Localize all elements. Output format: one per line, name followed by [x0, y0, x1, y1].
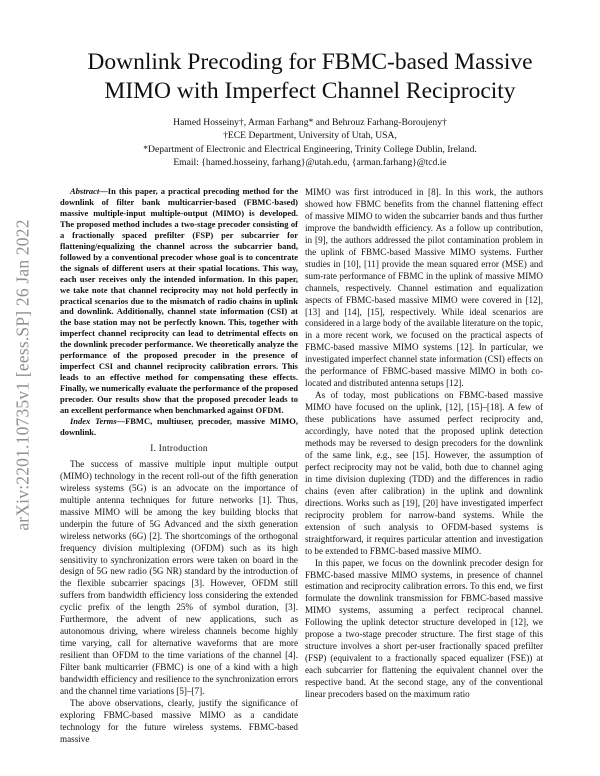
index-terms-lead: Index Terms— [70, 416, 126, 427]
abstract-text: In this paper, a practical precoding method for the downlink of filter bank multicarrier-based (FBMC-based) massive multiple-input multiple-output (MIMO) is developed. The proposed method includes a two-stage precoder consisting of a fractionally spaced prefilter (FSP) per subcarrier for flattening/equalizing the channel across the subcarrier band, followed by a conventional precoder whose goal is to concentrate the signals of different users at their spatial locations. This way, each user receives only the intended information. In this paper, we take note that channel reciprocity may not hold perfectly in practical scenarios due to the mismatch of radio chains in uplink and downlink. Additionally, channel state information (CSI) at the base station may not be perfectly known. This, together with imperfect channel reciprocity can lead to detrimental effects on the downlink precoder performance. We theoretically analyze the performance of the proposed precoder in the presence of imperfect CSI and channel reciprocity calibration errors. This leads to an effective method for compensating these effects. Finally, we numerically evaluate the performance of the proposed precoder. Our results show that the proposed precoder leads to an excellent performance when benchmarked against OFDM. [60, 186, 298, 416]
abstract [60, 186, 298, 416]
paper-title: Downlink Precoding for FBMC-based Massive MIMO with Imperfect Channel Reciprocity [87, 49, 533, 104]
intro-paragraph-4: As of today, most publications on FBMC-based massive MIMO have focused on the uplink, [12], [15]–[18]. A few of these publications have assumed perfect reciprocity and, accordingly, have noted that the proposed uplink detection methods may be reversed to design precoders for the downlink of the same link, e.g., see [15]. However, the assumption of perfect reciprocity may not be valid, both due to channel aging in time division duplexing (TDD) and the differences in radio chains (even after calibration) in the uplink and downlink directions. Works such as [19], [20] have investigated imperfect reciprocity problem for narrow-band systems. While the extension of such analysis to OFDM-based systems is straightforward, it requires particular attention and investigation to be extended to FBMC-based massive MIMO. [305, 390, 543, 556]
arxiv-side-stamp [0, 180, 46, 570]
index-terms-text: FBMC, multiuser, precoder, massive MIMO, downlink. [60, 416, 298, 437]
intro-paragraph-1: The success of massive multiple input multiple output (MIMO) technology in the recent roll-out of the fifth generation wireless systems (5G) is an advocate on the importance of multiple antenna techniques for future networks [1]. Thus, massive MIMO will be among the key building blocks that underpin the future of 5G Advanced and the sixth generation wireless networks (6G) [2]. The shortcomings of the orthogonal frequency division multiplexing (OFDM) such as its high sensitivity to synchronization errors were taken on board in the design of 5G new radio (5G NR) standard by the introduction of the flexible subcarrier spacings [3]. However, OFDM still suffers from bandwidth efficiency loss considering the extended cyclic prefix of the length 25% of symbol duration, [3]. Furthermore, the advent of new applications, such as autonomous driving, where wireless channels become highly time varying, call for alternative waveforms that are more resilient than OFDM to the time variations of the channel [4]. Filter bank multicarrier (FBMC) is one of a kind with a high bandwidth efficiency and resilience to the synchronization errors and the channel time variations [5]–[7]. [60, 458, 298, 696]
arxiv-identifier: arXiv:2201.10735v1 [eess.SP] 26 Jan 2022 [12, 219, 33, 531]
right-column [305, 187, 543, 701]
section-heading-introduction: I. Introduction [150, 442, 208, 453]
author-names: Hamed Hosseiny†, Arman Farhang* and Behrouz Farhang-Boroujeny† [173, 117, 447, 128]
left-column [60, 186, 298, 746]
affiliation-tcd: *Department of Electronic and Electrical Engineering, Trinity College Dublin, Ireland. [143, 143, 477, 155]
intro-paragraph-3: MIMO was first introduced in [8]. In this work, the authors showed how FBMC benefits from the channel flattening effect of massive MIMO to widen the subcarrier bands and thus further improve the bandwidth efficiency. As a follow up contribution, in [9], the authors addressed the pilot contamination problem in the uplink of FBMC-based Massive MIMO systems. Further studies in [10], [11] provide the mean squared error (MSE) and sum-rate performance of FBMC in the uplink of massive MIMO channels, respectively. Channel estimation and equalization aspects of FBMC-based massive MIMO were covered in [12], [13] and [14], [15], respectively. While ideal scenarios are considered in a large body of the available literature on the topic, in a more recent work, we focused on the practical aspects of FBMC-based massive MIMO systems [12]. In particular, we investigated imperfect channel state information (CSI) effects on the performance of FBMC-based massive MIMO in both co-located and distributed antenna setups [12]. [305, 187, 543, 389]
intro-paragraph-5: In this paper, we focus on the downlink precoder design for FBMC-based massive MIMO systems, in presence of channel estimation and reciprocity calibration errors. To this end, we first formulate the downlink transmission for FBMC-based massive MIMO systems, assuming a perfect reciprocal channel. Following the uplink detector structure developed in [12], we propose a two-stage precoder structure. The first stage of this structure involves a short per-user fractionally spaced prefilter (FSP) (equivalent to a fractionally spaced equalizer (FSE)) at each subcarrier for flattening the equivalent channel over the respective band. At the second stage, any of the conventional linear precoders based on the maximum ratio [305, 557, 543, 700]
author-block [60, 116, 560, 169]
author-emails: Email: {hamed.hosseiny, farhang}@utah.edu, {arman.farhang}@tcd.ie [173, 156, 447, 168]
abstract-lead: Abstract— [70, 186, 108, 196]
index-terms [60, 416, 298, 438]
intro-paragraph-2: The above observations, clearly, justify the significance of exploring FBMC-based massive MIMO as a candidate technology for the future wireless systems. FBMC-based massive [60, 697, 298, 744]
affiliation-utah: †ECE Department, University of Utah, USA, [223, 130, 397, 142]
